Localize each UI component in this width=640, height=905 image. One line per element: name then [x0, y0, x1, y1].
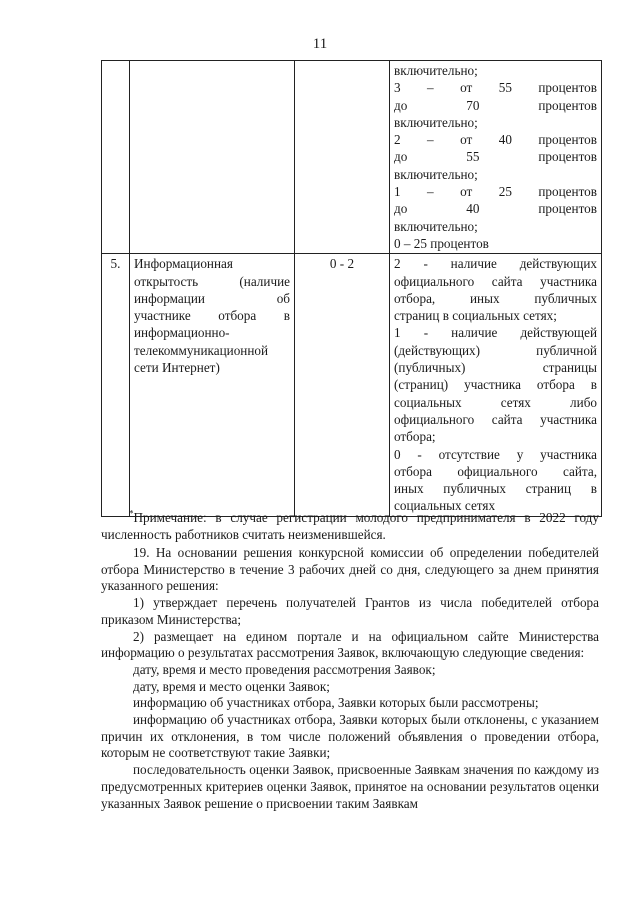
cell-line: информационно-: [134, 325, 230, 341]
cell-line: включительно;: [394, 63, 478, 78]
points-cell: 0 - 2: [295, 254, 390, 516]
cell-line: иных публичных страниц в: [394, 481, 597, 497]
cell-line: телекоммуникационной: [134, 342, 269, 358]
cell-line: 1 - наличие действующей: [394, 325, 597, 341]
cell-line: отбора официального сайта,: [394, 463, 597, 479]
number-cell: 5.: [102, 254, 130, 516]
cell-line: 2 – от 40 процентов: [394, 132, 597, 148]
cell-line: 3 – от 55 процентов: [394, 80, 597, 96]
cell-line: социальных сетях: [394, 498, 496, 514]
criterion-cell: [130, 254, 295, 516]
cell-line: отбора, иных публичных: [394, 290, 597, 306]
cell-line: (действующих) публичной: [394, 342, 597, 358]
cell-line: Информационная: [134, 256, 233, 272]
cell-line: социальных сетях либо: [394, 394, 597, 410]
table-row: [102, 254, 602, 516]
cell-line: (страниц) участника отбора в: [394, 377, 597, 393]
footnote: [101, 510, 599, 543]
table-row: [102, 61, 602, 254]
paragraph: 1) утверждает перечень получателей Грантов из числа победителей отбора приказом Министерства;: [101, 595, 599, 627]
paragraph: последовательность оценки Заявок, присвоенные Заявкам значения по каждому из предусмотренных критериев оценки Заявок, принятое на основании результатов оценки указанных Заявок решение о присвоении таким Заявкам: [101, 762, 599, 811]
cell-line: сети Интернет): [134, 360, 220, 376]
points-cell: [295, 61, 390, 254]
cell-line: открытость (наличие: [134, 273, 290, 289]
cell-line: участнике отбора в: [134, 308, 290, 324]
criterion-cell: [130, 61, 295, 254]
cell-line: официального сайта участника: [394, 273, 597, 289]
cell-line: отбора;: [394, 429, 436, 445]
cell-line: (публичных) страницы: [394, 360, 597, 376]
cell-line: до 55 процентов: [394, 149, 597, 165]
paragraph: дату, время и место проведения рассмотрения Заявок;: [133, 661, 436, 677]
footnote-mark: *: [129, 508, 134, 519]
cell-line: до 40 процентов: [394, 201, 597, 217]
page-number: 11: [312, 36, 328, 52]
footnote-text: Примечание: в случае регистрации молодого предпринимателя в 2022 году численность работников считать неизменившейся.: [101, 510, 599, 542]
paragraph: информацию об участниках отбора, Заявки которых были рассмотрены;: [133, 695, 539, 711]
cell-line: страниц в социальных сетях;: [394, 308, 557, 324]
value-cell: [390, 61, 602, 254]
cell-line: 2 - наличие действующих: [394, 256, 597, 272]
number-cell: [102, 61, 130, 254]
paragraph: дату, время и место оценки Заявок;: [133, 678, 330, 694]
criteria-table: [101, 60, 602, 517]
body-text: [101, 545, 599, 812]
cell-line: включительно;: [394, 218, 478, 234]
cell-line: включительно;: [394, 114, 478, 130]
cell-line: 0 - отсутствие у участника: [394, 446, 597, 462]
cell-line: 1 – от 25 процентов: [394, 184, 597, 200]
cell-line: до 70 процентов: [394, 97, 597, 113]
cell-line: 0 – 25 процентов: [394, 235, 489, 251]
cell-line: официального сайта участника: [394, 411, 597, 427]
value-cell: [390, 254, 602, 516]
cell-line: информации об: [134, 290, 290, 306]
paragraph: 2) размещает на едином портале и на официальном сайте Министерства информацию о результатах рассмотрения Заявок, включающую следующие сведения:: [101, 628, 599, 661]
paragraph: информацию об участниках отбора, Заявки которых были отклонены, с указанием причин их отклонения, в том числе положений объявления о проведении отбора, которым не соответствуют такие Заявки;: [101, 712, 599, 761]
cell-line: включительно;: [394, 166, 478, 182]
paragraph: 19. На основании решения конкурсной комиссии об определении победителей отбора Министерство в течение 3 рабочих дней со дня, следующего за днем принятия указанного решения:: [101, 545, 599, 594]
